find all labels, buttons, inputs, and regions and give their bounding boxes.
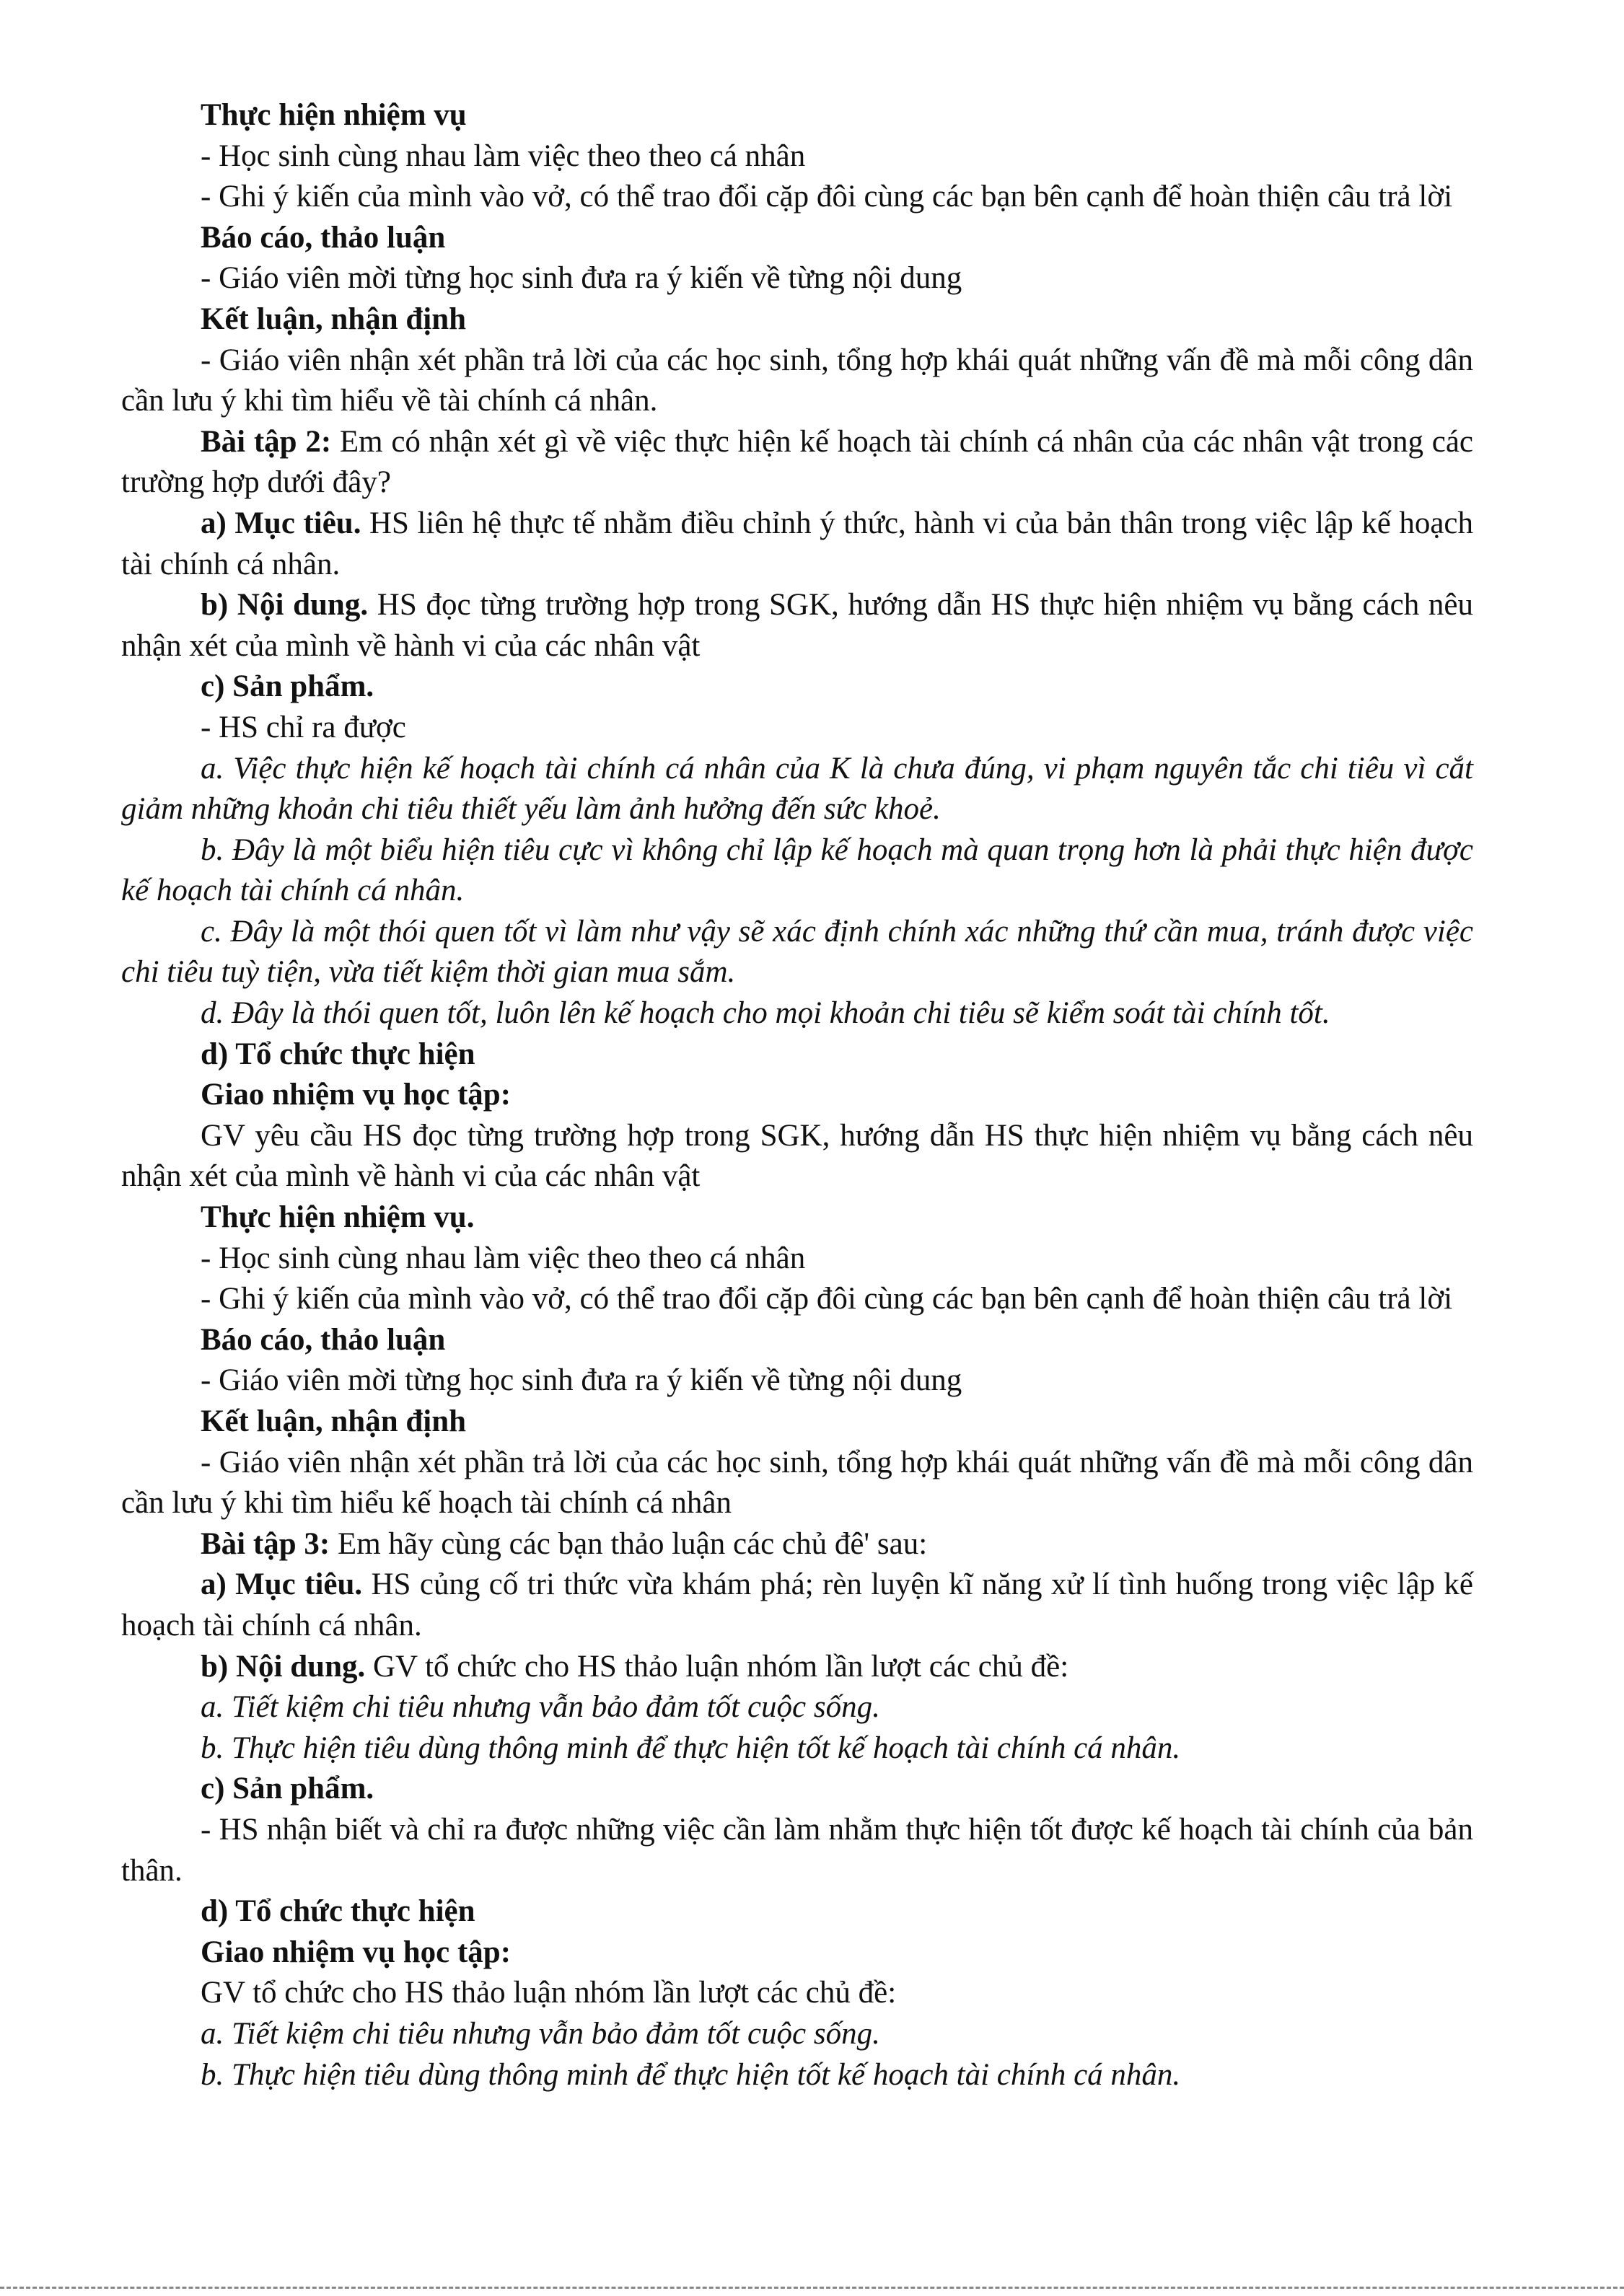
paragraph: - Giáo viên mời từng học sinh đưa ra ý kiến về từng nội dung (201, 261, 962, 296)
content-paragraph (121, 585, 1473, 667)
heading-bao-cao-thao-luan: Báo cáo, thảo luận (201, 220, 446, 255)
heading-giao-nhiem-vu: Giao nhiệm vụ học tập: (201, 1935, 512, 1969)
italic-answer: b. Đây là một biểu hiện tiêu cực vì không chỉ lập kế hoạch mà quan trọng hơn là phải thực hiện được kế hoạch tài chính cá nhân. (121, 832, 1473, 908)
heading-giao-nhiem-vu: Giao nhiệm vụ học tập: (201, 1078, 512, 1112)
section-text: HS liên hệ thực tế nhằm điều chỉnh ý thức, hành vi của bản thân trong việc lập kế hoạch tài chính cá nhân. (121, 506, 1473, 581)
section-text: HS đọc từng trường hợp trong SGK, hướng dẫn HS thực hiện nhiệm vụ bằng cách nêu nhận xét của mình về hành vi của các nhân vật (121, 588, 1473, 663)
exercise-label: Bài tập 2: (201, 424, 332, 459)
heading-thuc-hien-nhiem-vu: Thực hiện nhiệm vụ (201, 98, 467, 132)
paragraph: - Giáo viên mời từng học sinh đưa ra ý kiến về từng nội dung (201, 1363, 962, 1398)
paragraph: - HS chỉ ra được (201, 710, 406, 744)
heading-bao-cao-thao-luan: Báo cáo, thảo luận (201, 1322, 446, 1357)
paragraph: - Giáo viên nhận xét phần trả lời của các học sinh, tổng hợp khái quát những vấn đề mà mỗi công dân cần lưu ý khi tìm hiểu kế hoạch tài chính cá nhân (121, 1445, 1473, 1521)
heading-to-chuc-thuc-hien: d) Tổ chức thực hiện (201, 1894, 475, 1929)
heading-ket-luan-nhan-dinh: Kết luận, nhận định (201, 302, 467, 336)
content-paragraph (121, 1647, 1473, 1688)
exercise-label: Bài tập 3: (201, 1526, 330, 1561)
italic-topic: b. Thực hiện tiêu dùng thông minh để thực hiện tốt kế hoạch tài chính cá nhân. (201, 2057, 1181, 2092)
italic-topic: a. Tiết kiệm chi tiêu nhưng vẫn bảo đảm tốt cuộc sống. (201, 2016, 880, 2051)
page-bottom-rule (0, 2287, 1624, 2289)
heading-ket-luan-nhan-dinh: Kết luận, nhận định (201, 1404, 467, 1438)
exercise-text: Em hãy cùng các bạn thảo luận các chủ đê' sau: (330, 1526, 928, 1561)
section-label: b) Nội dung. (201, 588, 369, 623)
exercise-text: Em có nhận xét gì về việc thực hiện kế hoạch tài chính cá nhân của các nhân vật trong các trường hợp dưới đây? (121, 424, 1473, 500)
exercise-3-paragraph (121, 1524, 1473, 1565)
paragraph: GV yêu cầu HS đọc từng trường hợp trong SGK, hướng dẫn HS thực hiện nhiệm vụ bằng cách nêu nhận xét của mình về hành vi của các nhân vật (121, 1118, 1473, 1194)
paragraph: - HS nhận biết và chỉ ra được những việc cần làm nhằm thực hiện tốt được kế hoạch tài chính của bản thân. (121, 1812, 1473, 1888)
heading-thuc-hien-nhiem-vu: Thực hiện nhiệm vụ. (201, 1200, 475, 1235)
paragraph: - Ghi ý kiến của mình vào vở, có thể trao đổi cặp đôi cùng các bạn bên cạnh để hoàn thiện câu trả lời (201, 180, 1453, 214)
section-label: b) Nội dung. (201, 1649, 366, 1684)
document-body (121, 95, 1473, 2095)
heading-san-pham: c) Sản phẩm. (201, 1772, 374, 1806)
exercise-2-paragraph (121, 422, 1473, 503)
objective-paragraph (121, 1565, 1473, 1646)
italic-answer: d. Đây là thói quen tốt, luôn lên kế hoạch cho mọi khoản chi tiêu sẽ kiểm soát tài chính tốt. (201, 996, 1330, 1031)
section-text: HS củng cố tri thức vừa khám phá; rèn luyện kĩ năng xử lí tình huống trong việc lập kế hoạch tài chính cá nhân. (121, 1567, 1473, 1642)
italic-topic: a. Tiết kiệm chi tiêu nhưng vẫn bảo đảm tốt cuộc sống. (201, 1690, 880, 1725)
section-label: a) Mục tiêu. (201, 506, 361, 540)
italic-answer: a. Việc thực hiện kế hoạch tài chính cá nhân của K là chưa đúng, vi phạm nguyên tắc chi tiêu vì cắt giảm những khoản chi tiêu thiết yếu làm ảnh hưởng đến sức khoẻ. (121, 751, 1473, 827)
paragraph: - Học sinh cùng nhau làm việc theo theo cá nhân (201, 1241, 806, 1275)
paragraph: - Học sinh cùng nhau làm việc theo theo cá nhân (201, 138, 806, 173)
heading-to-chuc-thuc-hien: d) Tổ chức thực hiện (201, 1037, 475, 1071)
paragraph: - Giáo viên nhận xét phần trả lời của các học sinh, tổng hợp khái quát những vấn đề mà mỗi công dân cần lưu ý khi tìm hiểu về tài chính cá nhân. (121, 343, 1473, 418)
section-text: GV tổ chức cho HS thảo luận nhóm lần lượt các chủ đề: (365, 1649, 1069, 1684)
italic-answer: c. Đây là một thói quen tốt vì làm như vậy sẽ xác định chính xác những thứ cần mua, tránh được việc chi tiêu tuỳ tiện, vừa tiết kiệm thời gian mua sắm. (121, 914, 1473, 990)
objective-paragraph (121, 503, 1473, 585)
paragraph: - Ghi ý kiến của mình vào vở, có thể trao đổi cặp đôi cùng các bạn bên cạnh để hoàn thiện câu trả lời (201, 1282, 1453, 1316)
italic-topic: b. Thực hiện tiêu dùng thông minh để thực hiện tốt kế hoạch tài chính cá nhân. (201, 1730, 1181, 1765)
heading-san-pham: c) Sản phẩm. (201, 669, 374, 704)
section-label: a) Mục tiêu. (201, 1567, 363, 1602)
paragraph: GV tổ chức cho HS thảo luận nhóm lần lượt các chủ đề: (201, 1976, 897, 2010)
